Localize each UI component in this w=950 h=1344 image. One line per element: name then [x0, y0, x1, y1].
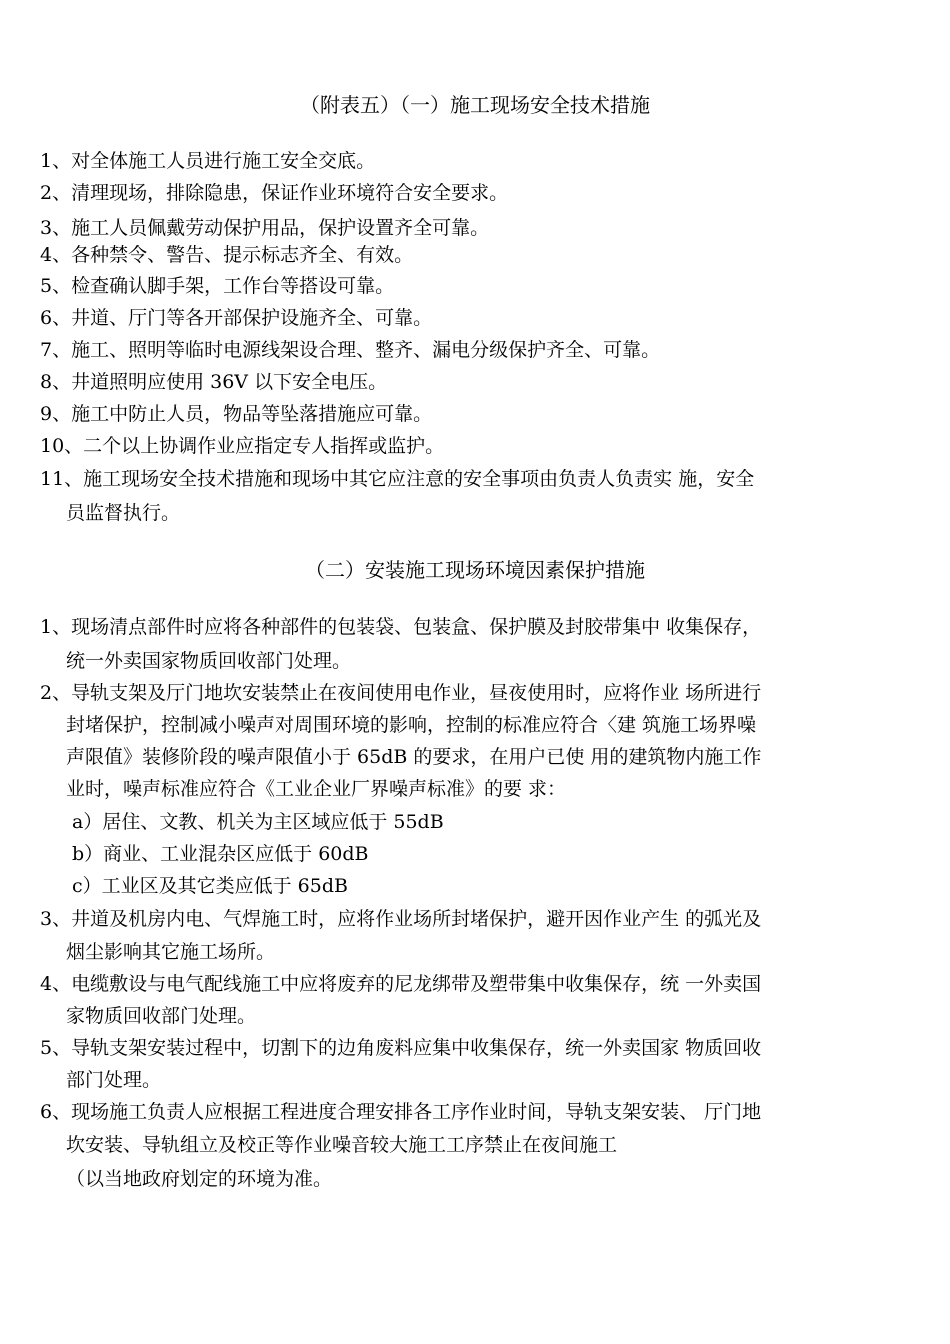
section2-item-3: 3、井道及机房内电、气焊施工时，应将作业场所封堵保护，避开因作业产生 的弧光及 — [40, 908, 762, 930]
section1-item-11-cont: 员监督执行。 — [66, 502, 181, 524]
section1-item-2: 2、清理现场，排除隐患，保证作业环境符合安全要求。 — [40, 182, 509, 204]
section2-item-6-cont2: （以当地政府划定的环境为准。 — [66, 1168, 333, 1190]
section2-item-6: 6、现场施工负责人应根据工程进度合理安排各工序作业时间，导轨支架安装、 厅门地 — [40, 1101, 762, 1123]
section1-item-11: 11、施工现场安全技术措施和现场中其它应注意的安全事项由负责人负责实 施，安全 — [40, 468, 755, 490]
section1-item-5: 5、检查确认脚手架，工作台等搭设可靠。 — [40, 275, 395, 297]
section1-title: （附表五）（一）施工现场安全技术措施 — [300, 93, 650, 117]
section1-item-10: 10、二个以上协调作业应指定专人指挥或监护。 — [40, 435, 445, 457]
section2-item-3-cont: 烟尘影响其它施工场所。 — [66, 941, 276, 963]
section1-item-6: 6、井道、厅门等各开部保护设施齐全、可靠。 — [40, 307, 433, 329]
section1-item-4: 4、各种禁令、警告、提示标志齐全、有效。 — [40, 244, 414, 266]
section1-item-7: 7、施工、照明等临时电源线架设合理、整齐、漏电分级保护齐全、可靠。 — [40, 339, 661, 361]
section2-item-1-cont: 统一外卖国家物质回收部门处理。 — [66, 650, 352, 672]
section2-item-2-cont2: 声限值》装修阶段的噪声限值小于 65dB 的要求，在用户已使 用的建筑物内施工作 — [66, 746, 762, 768]
section2-item-6-cont1: 坎安装、导轨组立及校正等作业噪音较大施工工序禁止在夜间施工 — [66, 1134, 618, 1156]
section2-item-2-cont1: 封堵保护，控制减小噪声对周围环境的影响，控制的标准应符合〈建 筑施工场界噪 — [66, 714, 757, 736]
section2-item-2-c: c）工业区及其它类应低于 65dB — [72, 875, 348, 897]
section1-item-8: 8、井道照明应使用 36V 以下安全电压。 — [40, 371, 388, 393]
section2-item-2: 2、导轨支架及厅门地坎安装禁止在夜间使用电作业，昼夜使用时，应将作业 场所进行 — [40, 682, 762, 704]
section2-title: （二）安装施工现场环境因素保护措施 — [305, 558, 645, 582]
section1-item-1: 1、对全体施工人员进行施工安全交底。 — [40, 150, 376, 172]
section2-item-4: 4、电缆敷设与电气配线施工中应将废弃的尼龙绑带及塑带集中收集保存，统 一外卖国 — [40, 973, 762, 995]
section2-item-5: 5、导轨支架安装过程中，切割下的边角废料应集中收集保存，统一外卖国家 物质回收 — [40, 1037, 762, 1059]
section2-item-1: 1、现场清点部件时应将各种部件的包装袋、包装盒、保护膜及封胶带集中 收集保存， — [40, 616, 762, 638]
section1-item-9: 9、施工中防止人员，物品等坠落措施应可靠。 — [40, 403, 433, 425]
section2-item-4-cont: 家物质回收部门处理。 — [66, 1005, 257, 1027]
section2-item-2-a: a）居住、文教、机关为主区域应低于 55dB — [72, 811, 444, 833]
section2-item-2-cont3: 业时，噪声标准应符合《工业企业厂界噪声标准》的要 求： — [66, 778, 567, 800]
section2-item-5-cont: 部门处理。 — [66, 1069, 162, 1091]
section1-item-3: 3、施工人员佩戴劳动保护用品，保护设置齐全可靠。 — [40, 217, 490, 239]
section2-item-2-b: b）商业、工业混杂区应低于 60dB — [72, 843, 369, 865]
